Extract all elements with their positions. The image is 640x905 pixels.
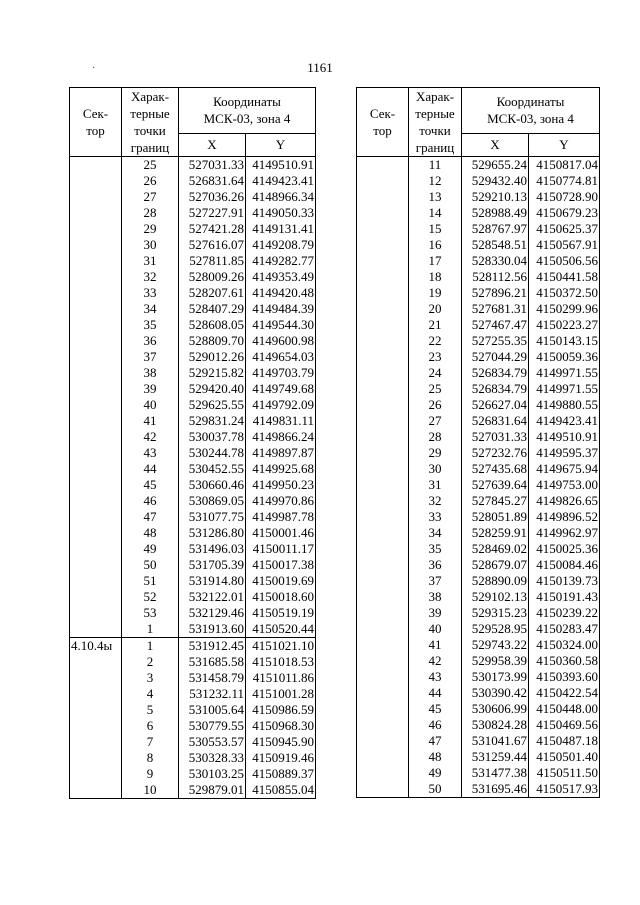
x-cell: 527227.91 (179, 205, 246, 221)
point-cell: 34 (122, 301, 179, 317)
point-cell: 31 (409, 477, 462, 493)
x-cell: 528608.05 (179, 317, 246, 333)
header-points: Харак- терные точки границ (122, 88, 179, 157)
y-cell: 4148966.34 (246, 189, 316, 205)
point-cell: 30 (122, 237, 179, 253)
y-cell: 4149826.65 (529, 493, 600, 509)
x-cell: 529831.24 (179, 413, 246, 429)
x-cell: 528469.02 (462, 541, 529, 557)
x-cell: 529528.95 (462, 621, 529, 637)
x-cell: 528679.07 (462, 557, 529, 573)
y-cell: 4150519.19 (246, 605, 316, 621)
y-cell: 4150011.17 (246, 541, 316, 557)
point-cell: 23 (409, 349, 462, 365)
x-cell: 531685.58 (179, 654, 246, 670)
x-cell: 527421.28 (179, 221, 246, 237)
x-cell: 529210.13 (462, 189, 529, 205)
y-cell: 4149675.94 (529, 461, 600, 477)
point-cell: 25 (122, 157, 179, 174)
scan-mark: · (92, 63, 96, 74)
y-cell: 4149792.09 (246, 397, 316, 413)
y-cell: 4150501.40 (529, 749, 600, 765)
x-cell: 527681.31 (462, 301, 529, 317)
x-cell: 529743.22 (462, 637, 529, 653)
point-cell: 24 (409, 365, 462, 381)
x-cell: 527616.07 (179, 237, 246, 253)
y-cell: 4150239.22 (529, 605, 600, 621)
y-cell: 4149703.79 (246, 365, 316, 381)
point-cell: 49 (409, 765, 462, 781)
y-cell: 4150774.81 (529, 173, 600, 189)
y-cell: 4149753.00 (529, 477, 600, 493)
point-cell: 5 (122, 702, 179, 718)
x-cell: 528407.29 (179, 301, 246, 317)
header-y: Y (529, 133, 600, 156)
y-cell: 4149950.23 (246, 477, 316, 493)
point-cell: 3 (122, 670, 179, 686)
x-cell: 527467.47 (462, 317, 529, 333)
x-cell: 531912.45 (179, 638, 246, 655)
x-cell: 530824.28 (462, 717, 529, 733)
point-cell: 46 (409, 717, 462, 733)
x-cell: 528112.56 (462, 269, 529, 285)
x-cell: 527031.33 (179, 157, 246, 174)
point-cell: 29 (409, 445, 462, 461)
x-cell: 530103.25 (179, 766, 246, 782)
point-cell: 35 (122, 317, 179, 333)
point-cell: 49 (122, 541, 179, 557)
point-cell: 45 (122, 477, 179, 493)
x-cell: 531041.67 (462, 733, 529, 749)
y-cell: 4149282.77 (246, 253, 316, 269)
point-cell: 2 (122, 654, 179, 670)
point-cell: 18 (409, 269, 462, 285)
y-cell: 4149962.97 (529, 525, 600, 541)
x-cell: 531286.80 (179, 525, 246, 541)
y-cell: 4150469.56 (529, 717, 600, 733)
x-cell: 531477.38 (462, 765, 529, 781)
x-cell: 532129.46 (179, 605, 246, 621)
point-cell: 34 (409, 525, 462, 541)
y-cell: 4149423.41 (529, 413, 600, 429)
point-cell: 27 (409, 413, 462, 429)
x-cell: 527639.64 (462, 477, 529, 493)
y-cell: 4149595.37 (529, 445, 600, 461)
x-cell: 530869.05 (179, 493, 246, 509)
y-cell: 4150283.47 (529, 621, 600, 637)
header-points: Харак- терные точки границ (409, 88, 462, 157)
x-cell: 526831.64 (462, 413, 529, 429)
table-row (357, 157, 600, 174)
x-cell: 531913.60 (179, 621, 246, 638)
x-cell: 530660.46 (179, 477, 246, 493)
y-cell: 4150520.44 (246, 621, 316, 638)
point-cell: 48 (122, 525, 179, 541)
header-coords: Координаты МСК-03, зона 4 (179, 88, 316, 134)
point-cell: 9 (122, 766, 179, 782)
point-cell: 32 (122, 269, 179, 285)
x-cell: 530606.99 (462, 701, 529, 717)
y-cell: 4150372.50 (529, 285, 600, 301)
y-cell: 4149510.91 (246, 157, 316, 174)
point-cell: 28 (122, 205, 179, 221)
y-cell: 4150223.27 (529, 317, 600, 333)
y-cell: 4149484.39 (246, 301, 316, 317)
y-cell: 4151021.10 (246, 638, 316, 655)
point-cell: 11 (409, 157, 462, 174)
header-coords: Координаты МСК-03, зона 4 (462, 88, 600, 134)
y-cell: 4150448.00 (529, 701, 600, 717)
y-cell: 4150143.15 (529, 333, 600, 349)
y-cell: 4150968.30 (246, 718, 316, 734)
x-cell: 526627.04 (462, 397, 529, 413)
x-cell: 530390.42 (462, 685, 529, 701)
point-cell: 53 (122, 605, 179, 621)
point-cell: 28 (409, 429, 462, 445)
y-cell: 4150986.59 (246, 702, 316, 718)
point-cell: 40 (122, 397, 179, 413)
table-row (70, 157, 316, 174)
page-number: 1161 (307, 60, 333, 75)
y-cell: 4149896.52 (529, 509, 600, 525)
point-cell: 42 (122, 429, 179, 445)
y-cell: 4149510.91 (529, 429, 600, 445)
y-cell: 4149420.48 (246, 285, 316, 301)
point-cell: 44 (409, 685, 462, 701)
x-cell: 528767.97 (462, 221, 529, 237)
header-x: X (179, 133, 246, 156)
point-cell: 52 (122, 589, 179, 605)
point-cell: 20 (409, 301, 462, 317)
point-cell: 30 (409, 461, 462, 477)
point-cell: 39 (409, 605, 462, 621)
y-cell: 4150511.50 (529, 765, 600, 781)
point-cell: 41 (122, 413, 179, 429)
point-cell: 35 (409, 541, 462, 557)
x-cell: 529420.40 (179, 381, 246, 397)
y-cell: 4150889.37 (246, 766, 316, 782)
y-cell: 4149544.30 (246, 317, 316, 333)
x-cell: 528009.26 (179, 269, 246, 285)
x-cell: 529958.39 (462, 653, 529, 669)
y-cell: 4149971.55 (529, 381, 600, 397)
point-cell: 43 (409, 669, 462, 685)
x-cell: 530244.78 (179, 445, 246, 461)
point-cell: 4 (122, 686, 179, 702)
y-cell: 4150019.69 (246, 573, 316, 589)
x-cell: 527044.29 (462, 349, 529, 365)
point-cell: 29 (122, 221, 179, 237)
y-cell: 4150517.93 (529, 781, 600, 798)
point-cell: 39 (122, 381, 179, 397)
x-cell: 528259.91 (462, 525, 529, 541)
y-cell: 4150855.04 (246, 782, 316, 799)
x-cell: 527036.26 (179, 189, 246, 205)
x-cell: 527232.76 (462, 445, 529, 461)
coordinates-table-left (69, 87, 316, 799)
y-cell: 4149423.41 (246, 173, 316, 189)
point-cell: 27 (122, 189, 179, 205)
x-cell: 531458.79 (179, 670, 246, 686)
point-cell: 36 (122, 333, 179, 349)
x-cell: 531496.03 (179, 541, 246, 557)
y-cell: 4151011.86 (246, 670, 316, 686)
point-cell: 51 (122, 573, 179, 589)
y-cell: 4150487.18 (529, 733, 600, 749)
x-cell: 529215.82 (179, 365, 246, 381)
y-cell: 4149131.41 (246, 221, 316, 237)
y-cell: 4149970.86 (246, 493, 316, 509)
point-cell: 38 (409, 589, 462, 605)
x-cell: 531232.11 (179, 686, 246, 702)
header-sector: Сек- тор (70, 88, 122, 157)
y-cell: 4150393.60 (529, 669, 600, 685)
x-cell: 528207.61 (179, 285, 246, 301)
y-cell: 4149749.68 (246, 381, 316, 397)
point-cell: 19 (409, 285, 462, 301)
y-cell: 4151018.53 (246, 654, 316, 670)
point-cell: 10 (122, 782, 179, 799)
x-cell: 528330.04 (462, 253, 529, 269)
x-cell: 529879.01 (179, 782, 246, 799)
y-cell: 4150139.73 (529, 573, 600, 589)
y-cell: 4149050.33 (246, 205, 316, 221)
point-cell: 14 (409, 205, 462, 221)
y-cell: 4150360.58 (529, 653, 600, 669)
point-cell: 47 (409, 733, 462, 749)
coordinates-table-right (356, 87, 600, 798)
y-cell: 4151001.28 (246, 686, 316, 702)
header-sector: Сек- тор (357, 88, 409, 157)
x-cell: 529102.13 (462, 589, 529, 605)
x-cell: 526831.64 (179, 173, 246, 189)
x-cell: 531259.44 (462, 749, 529, 765)
x-cell: 527255.35 (462, 333, 529, 349)
point-cell: 45 (409, 701, 462, 717)
y-cell: 4150001.46 (246, 525, 316, 541)
point-cell: 36 (409, 557, 462, 573)
y-cell: 4150919.46 (246, 750, 316, 766)
point-cell: 42 (409, 653, 462, 669)
y-cell: 4149897.87 (246, 445, 316, 461)
point-cell: 21 (409, 317, 462, 333)
point-cell: 37 (409, 573, 462, 589)
y-cell: 4149600.98 (246, 333, 316, 349)
point-cell: 17 (409, 253, 462, 269)
point-cell: 6 (122, 718, 179, 734)
y-cell: 4150059.36 (529, 349, 600, 365)
x-cell: 529432.40 (462, 173, 529, 189)
point-cell: 46 (122, 493, 179, 509)
point-cell: 31 (122, 253, 179, 269)
y-cell: 4149831.11 (246, 413, 316, 429)
x-cell: 528051.89 (462, 509, 529, 525)
x-cell: 527845.27 (462, 493, 529, 509)
x-cell: 530553.57 (179, 734, 246, 750)
point-cell: 7 (122, 734, 179, 750)
point-cell: 32 (409, 493, 462, 509)
y-cell: 4150506.56 (529, 253, 600, 269)
x-cell: 527811.85 (179, 253, 246, 269)
x-cell: 530779.55 (179, 718, 246, 734)
x-cell: 528548.51 (462, 237, 529, 253)
point-cell: 15 (409, 221, 462, 237)
x-cell: 529655.24 (462, 157, 529, 174)
header-y: Y (246, 133, 316, 156)
y-cell: 4149987.78 (246, 509, 316, 525)
point-cell: 1 (122, 621, 179, 638)
point-cell: 8 (122, 750, 179, 766)
x-cell: 531695.46 (462, 781, 529, 798)
y-cell: 4150679.23 (529, 205, 600, 221)
y-cell: 4150324.00 (529, 637, 600, 653)
point-cell: 13 (409, 189, 462, 205)
x-cell: 530452.55 (179, 461, 246, 477)
sector-cell: 4.10.4ы (70, 638, 122, 799)
y-cell: 4149654.03 (246, 349, 316, 365)
y-cell: 4149971.55 (529, 365, 600, 381)
x-cell: 529625.55 (179, 397, 246, 413)
point-cell: 50 (122, 557, 179, 573)
point-cell: 25 (409, 381, 462, 397)
x-cell: 530037.78 (179, 429, 246, 445)
point-cell: 26 (409, 397, 462, 413)
point-cell: 33 (409, 509, 462, 525)
y-cell: 4150018.60 (246, 589, 316, 605)
x-cell: 526834.79 (462, 381, 529, 397)
x-cell: 528890.09 (462, 573, 529, 589)
x-cell: 531005.64 (179, 702, 246, 718)
y-cell: 4150025.36 (529, 541, 600, 557)
y-cell: 4149880.55 (529, 397, 600, 413)
x-cell: 530328.33 (179, 750, 246, 766)
header-x: X (462, 133, 529, 156)
point-cell: 12 (409, 173, 462, 189)
x-cell: 527435.68 (462, 461, 529, 477)
y-cell: 4150017.38 (246, 557, 316, 573)
point-cell: 22 (409, 333, 462, 349)
x-cell: 531914.80 (179, 573, 246, 589)
y-cell: 4150441.58 (529, 269, 600, 285)
sector-cell (70, 157, 122, 638)
point-cell: 41 (409, 637, 462, 653)
y-cell: 4150728.90 (529, 189, 600, 205)
point-cell: 48 (409, 749, 462, 765)
y-cell: 4150817.04 (529, 157, 600, 174)
y-cell: 4149866.24 (246, 429, 316, 445)
x-cell: 529315.23 (462, 605, 529, 621)
point-cell: 43 (122, 445, 179, 461)
x-cell: 527896.21 (462, 285, 529, 301)
x-cell: 532122.01 (179, 589, 246, 605)
table-row (70, 638, 316, 655)
x-cell: 527031.33 (462, 429, 529, 445)
point-cell: 47 (122, 509, 179, 525)
x-cell: 530173.99 (462, 669, 529, 685)
point-cell: 33 (122, 285, 179, 301)
y-cell: 4149353.49 (246, 269, 316, 285)
point-cell: 50 (409, 781, 462, 798)
point-cell: 1 (122, 638, 179, 655)
point-cell: 26 (122, 173, 179, 189)
x-cell: 531705.39 (179, 557, 246, 573)
point-cell: 40 (409, 621, 462, 637)
point-cell: 44 (122, 461, 179, 477)
y-cell: 4149925.68 (246, 461, 316, 477)
point-cell: 16 (409, 237, 462, 253)
y-cell: 4150191.43 (529, 589, 600, 605)
y-cell: 4150422.54 (529, 685, 600, 701)
sector-cell (357, 157, 409, 798)
y-cell: 4150299.96 (529, 301, 600, 317)
y-cell: 4149208.79 (246, 237, 316, 253)
x-cell: 526834.79 (462, 365, 529, 381)
x-cell: 531077.75 (179, 509, 246, 525)
point-cell: 38 (122, 365, 179, 381)
point-cell: 37 (122, 349, 179, 365)
y-cell: 4150625.37 (529, 221, 600, 237)
y-cell: 4150945.90 (246, 734, 316, 750)
x-cell: 528809.70 (179, 333, 246, 349)
x-cell: 528988.49 (462, 205, 529, 221)
y-cell: 4150084.46 (529, 557, 600, 573)
x-cell: 529012.26 (179, 349, 246, 365)
y-cell: 4150567.91 (529, 237, 600, 253)
